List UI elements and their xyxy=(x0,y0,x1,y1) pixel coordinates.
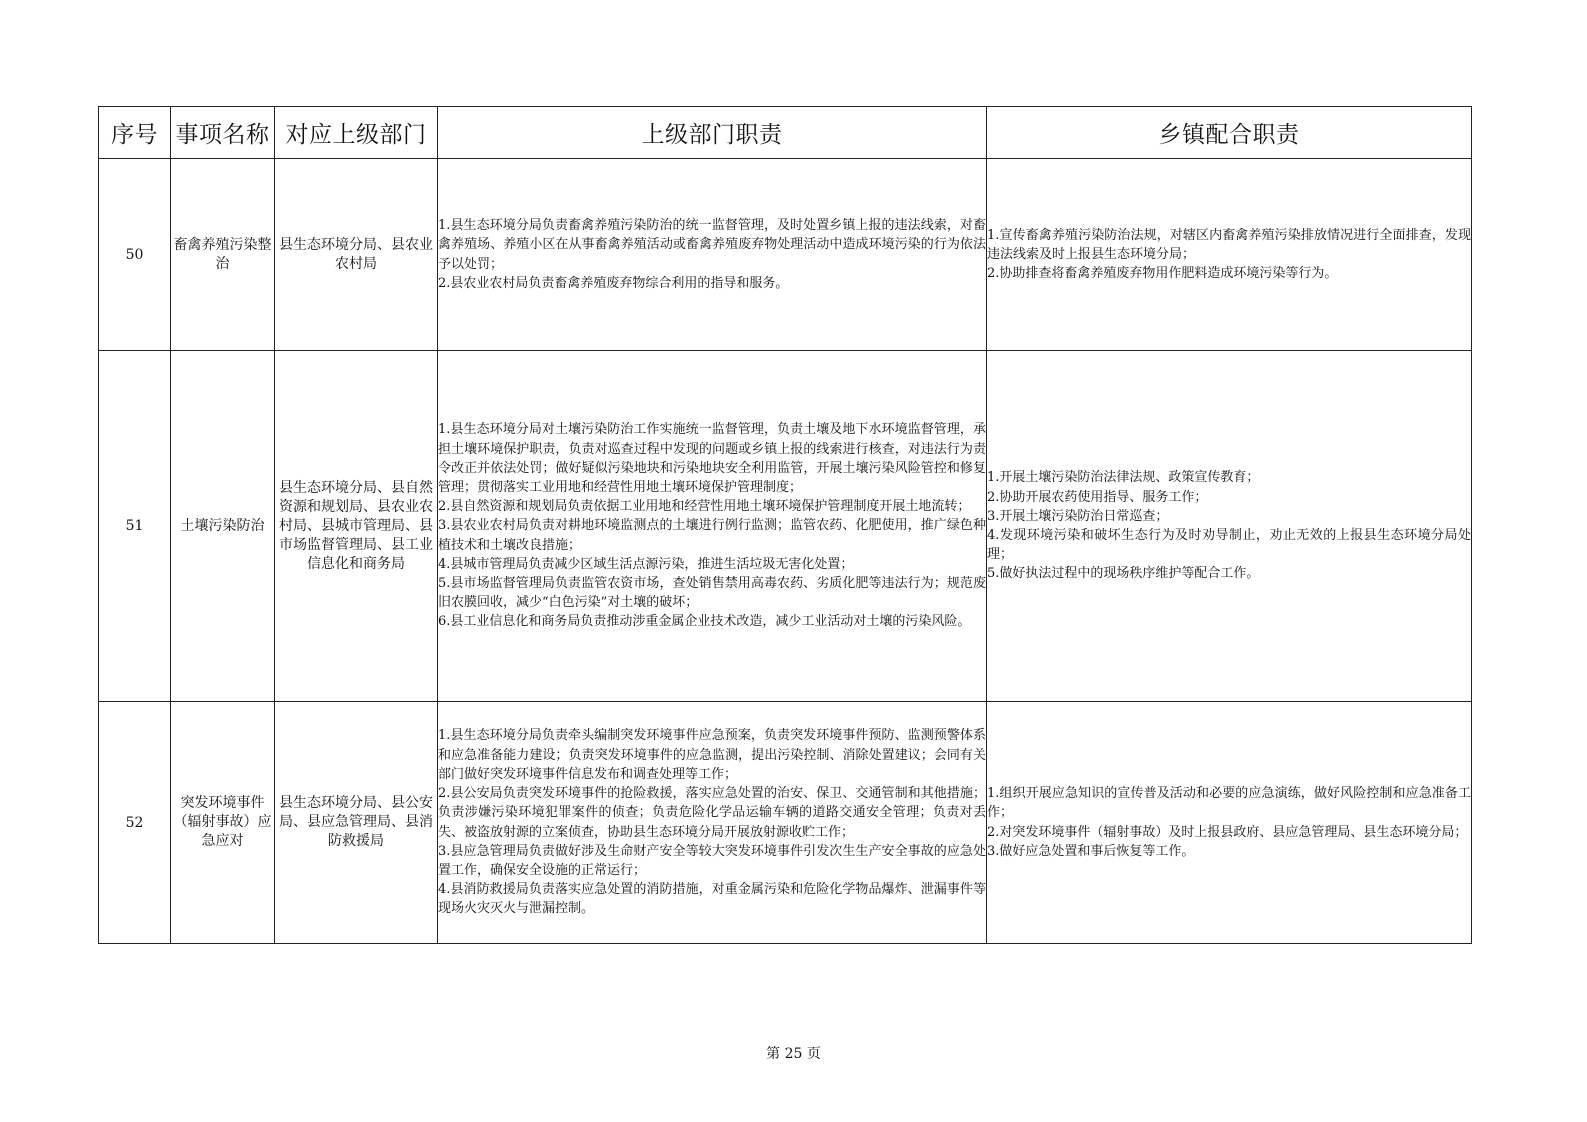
row-upper-duties xyxy=(438,702,987,944)
header-upper-department: 对应上级部门 xyxy=(275,107,438,159)
duty-line: 2.县农业农村局负责畜禽养殖废弃物综合利用的指导和服务。 xyxy=(438,275,789,291)
duty-line: 1.县生态环境分局对土壤污染防治工作实施统一监督管理，负责土壤及地下水环境监督管理，承担土壤环境保护职责，负责对巡查过程中发现的问题或乡镇上报的线索进行核查，对违法行为责令改正并依法处罚；做好疑似污染地块和污染地块安全利用监管，开展土壤污染风险管控和修复管理；贯彻落实工业用地和经营性用地土壤环境保护管理制度； xyxy=(438,422,986,495)
duty-line: 3.开展土壤污染防治日常巡查； xyxy=(987,508,1169,524)
row-upper-department: 县生态环境分局、县公安局、县应急管理局、县消防救援局 xyxy=(275,702,438,944)
duty-line: 5.县市场监督管理局负责监管农资市场，查处销售禁用高毒农药、劣质化肥等违法行为；规范废旧农膜回收，减少“白色污染”对土壤的破坏； xyxy=(438,576,986,611)
row-serial-number: 51 xyxy=(99,351,171,702)
duty-table xyxy=(98,106,1472,944)
duty-line: 1.开展土壤污染防治法律法规、政策宣传教育； xyxy=(987,470,1260,486)
duty-line: 2.协助开展农药使用指导、服务工作； xyxy=(987,489,1208,505)
row-upper-department: 县生态环境分局、县自然资源和规划局、县农业农村局、县城市管理局、县市场监督管理局、县工业信息化和商务局 xyxy=(275,351,438,702)
duty-line: 4.发现环境污染和破坏生态行为及时劝导制止，劝止无效的上报县生态环境分局处理； xyxy=(987,528,1471,563)
header-item-name: 事项名称 xyxy=(171,107,275,159)
duty-line: 4.县城市管理局负责减少区域生活点源污染，推进生活垃圾无害化处置； xyxy=(438,556,854,572)
row-upper-duties xyxy=(438,351,987,702)
duty-line: 2.县自然资源和规划局负责依据工业用地和经营性用地土壤环境保护管理制度开展土地流转； xyxy=(438,499,971,515)
duty-line: 2.县公安局负责突发环境事件的抢险救援，落实应急处置的治安、保卫、交通管制和其他措施；负责涉嫌污染环境犯罪案件的侦查；负责危险化学品运输车辆的道路交通安全管理；负责对丢失、被盗放射源的立案侦查，协助县生态环境分局开展放射源收贮工作； xyxy=(438,786,986,840)
row-town-duties xyxy=(987,159,1472,351)
page-number: 第 25 页 xyxy=(766,1046,821,1062)
table-row xyxy=(99,159,1472,351)
duty-line: 6.县工业信息化和商务局负责推动涉重金属企业技术改造，减少工业活动对土壤的污染风险。 xyxy=(438,614,971,630)
duty-line: 1.组织开展应急知识的宣传普及活动和必要的应急演练，做好风险控制和应急准备工作； xyxy=(987,786,1471,821)
duty-line: 1.县生态环境分局负责牵头编制突发环境事件应急预案，负责突发环境事件预防、监测预警体系和应急准备能力建设；负责突发环境事件的应急监测，提出污染控制、消除处置建议；会同有关部门做好突发环境事件信息发布和调查处理等工作； xyxy=(438,728,986,782)
table-row xyxy=(99,351,1472,702)
header-town-duties: 乡镇配合职责 xyxy=(987,107,1472,159)
row-town-duties xyxy=(987,351,1472,702)
row-item-name: 突发环境事件（辐射事故）应急应对 xyxy=(171,702,275,944)
row-serial-number: 50 xyxy=(99,159,171,351)
duty-line: 2.协助排查将畜禽养殖废弃物用作肥料造成环境污染等行为。 xyxy=(987,266,1338,282)
table-header-row xyxy=(99,107,1472,159)
row-item-name: 畜禽养殖污染整治 xyxy=(171,159,275,351)
header-upper-duties: 上级部门职责 xyxy=(438,107,987,159)
row-serial-number: 52 xyxy=(99,702,171,944)
duty-line: 4.县消防救援局负责落实应急处置的消防措施，对重金属污染和危险化学物品爆炸、泄漏事件等现场火灾灭火与泄漏控制。 xyxy=(438,882,986,917)
row-item-name: 土壤污染防治 xyxy=(171,351,275,702)
row-upper-duties xyxy=(438,159,987,351)
duty-line: 5.做好执法过程中的现场秩序维护等配合工作。 xyxy=(987,566,1260,582)
duty-line: 1.县生态环境分局负责畜禽养殖污染防治的统一监督管理，及时处置乡镇上报的违法线索，对畜禽养殖场、养殖小区在从事畜禽养殖活动或畜禽养殖废弃物处理活动中造成环境污染的行为依法予以处罚； xyxy=(438,218,986,272)
row-upper-department: 县生态环境分局、县农业农村局 xyxy=(275,159,438,351)
row-town-duties xyxy=(987,702,1472,944)
duty-line: 3.做好应急处置和事后恢复等工作。 xyxy=(987,843,1195,859)
duty-line: 2.对突发环境事件（辐射事故）及时上报县政府、县应急管理局、县生态环境分局； xyxy=(987,824,1468,840)
duty-line: 3.县应急管理局负责做好涉及生命财产安全等较大突发环境事件引发次生生产安全事故的应急处置工作，确保安全设施的正常运行； xyxy=(438,843,986,878)
duty-line: 3.县农业农村局负责对耕地环境监测点的土壤进行例行监测；监管农药、化肥使用，推广绿色种植技术和土壤改良措施； xyxy=(438,518,986,553)
table-row xyxy=(99,702,1472,944)
header-serial-number: 序号 xyxy=(99,107,171,159)
duty-line: 1.宣传畜禽养殖污染防治法规，对辖区内畜禽养殖污染排放情况进行全面排查，发现违法线索及时上报县生态环境分局； xyxy=(987,227,1471,262)
